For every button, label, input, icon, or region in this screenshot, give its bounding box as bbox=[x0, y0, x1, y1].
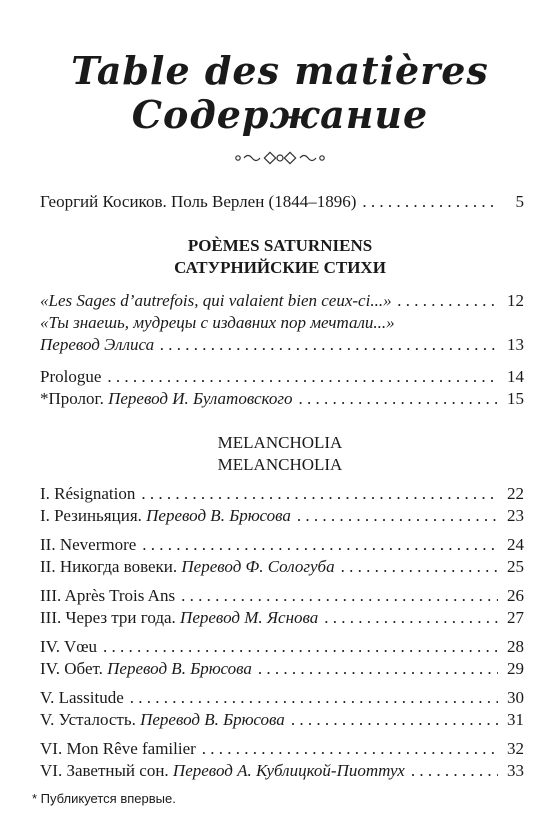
toc-entry[interactable] bbox=[40, 389, 524, 411]
entry-label: III. Après Trois Ans bbox=[40, 586, 176, 605]
entry-label: IV. Vœu bbox=[40, 637, 97, 656]
toc-entry[interactable] bbox=[40, 761, 524, 783]
entry-title: I. Резиньяция. bbox=[40, 506, 147, 525]
leader-dots bbox=[398, 291, 498, 311]
entry-label: Георгий Косиков. Поль Верлен (1844–1896) bbox=[40, 192, 357, 211]
entry-page: 14 bbox=[507, 367, 524, 386]
toc-entry[interactable] bbox=[40, 710, 524, 732]
leader-dots bbox=[297, 506, 498, 526]
toc-entry[interactable] bbox=[40, 659, 524, 681]
leader-dots bbox=[341, 557, 498, 577]
entry-label bbox=[40, 761, 405, 781]
ornament-divider-icon bbox=[230, 150, 330, 166]
entry-page: 13 bbox=[507, 335, 524, 354]
leader-dots bbox=[130, 688, 498, 708]
entry-title: *Пролог. bbox=[40, 389, 109, 408]
entry-label: V. Lassitude bbox=[40, 688, 124, 707]
entry-translator: Перевод И. Булатовского bbox=[108, 389, 293, 408]
entry-label: VI. Mon Rêve familier bbox=[40, 739, 196, 758]
footnote: * Публикуется впервые. bbox=[32, 791, 176, 806]
entry-translator: Перевод В. Брюсова bbox=[146, 506, 291, 525]
section-title-fr: POÈMES SATURNIENS bbox=[187, 236, 373, 255]
leader-dots bbox=[142, 535, 498, 555]
section-title-ru: САТУРНИЙСКИЕ СТИХИ bbox=[174, 258, 386, 277]
toc-entry[interactable] bbox=[40, 608, 524, 630]
toc-entry[interactable] bbox=[40, 557, 524, 579]
leader-dots bbox=[411, 761, 498, 781]
entry-page: 23 bbox=[507, 506, 524, 525]
entry-page: 25 bbox=[507, 557, 524, 576]
toc-entry[interactable] bbox=[40, 637, 524, 659]
leader-dots bbox=[181, 586, 498, 606]
entry-title: II. Никогда вовеки. bbox=[40, 557, 182, 576]
entry-page: 28 bbox=[507, 637, 524, 656]
entry-page: 26 bbox=[507, 586, 524, 605]
leader-dots bbox=[324, 608, 498, 628]
entry-page: 12 bbox=[507, 291, 524, 310]
entry-label bbox=[40, 710, 285, 730]
toc-entry[interactable] bbox=[40, 586, 524, 608]
entry-page: 15 bbox=[507, 389, 524, 408]
entry-label: II. Nevermore bbox=[40, 535, 137, 554]
entry-title: IV. Обет. bbox=[40, 659, 108, 678]
entry-title: III. Через три года. bbox=[40, 608, 181, 627]
toc-entry[interactable] bbox=[40, 367, 524, 389]
toc-entry[interactable] bbox=[40, 739, 524, 761]
entry-label: «Les Sages d’autrefois, qui valaient bien ceux-ci...» bbox=[40, 291, 392, 310]
leader-dots bbox=[107, 367, 498, 387]
toc-entry[interactable] bbox=[40, 688, 524, 710]
leader-dots bbox=[291, 710, 498, 730]
leader-dots bbox=[362, 192, 498, 212]
entry-translator: Перевод А. Кублицкой-Пиоттух bbox=[172, 761, 405, 780]
entry-page: 30 bbox=[507, 688, 524, 707]
leader-dots bbox=[202, 739, 498, 759]
entry-page: 29 bbox=[507, 659, 524, 678]
entry-label bbox=[40, 557, 335, 577]
toc-entry[interactable] bbox=[40, 506, 524, 528]
entry-label bbox=[40, 659, 252, 679]
entry-page: 22 bbox=[507, 484, 524, 503]
entry-page: 33 bbox=[507, 761, 524, 780]
entry-label bbox=[40, 389, 292, 409]
entry-label bbox=[40, 608, 318, 628]
section-title-fr: MELANCHOLIA bbox=[217, 433, 343, 452]
entry-page: 32 bbox=[507, 739, 524, 758]
entry-page: 5 bbox=[515, 192, 524, 211]
leader-dots bbox=[160, 335, 498, 355]
toc-entry[interactable] bbox=[40, 291, 524, 313]
entry-label: I. Résignation bbox=[40, 484, 136, 503]
section-title-ru: MELANCHOLIA bbox=[217, 455, 343, 474]
entry-label: Prologue bbox=[40, 367, 102, 386]
entry-page: 24 bbox=[507, 535, 524, 554]
title-french: Table des matières bbox=[71, 48, 489, 93]
entry-translator: Перевод М. Яснова bbox=[180, 608, 319, 627]
leader-dots bbox=[258, 659, 498, 679]
entry-title: V. Усталость. bbox=[40, 710, 141, 729]
toc-entry[interactable] bbox=[40, 313, 524, 335]
title-russian: Содержание bbox=[131, 92, 429, 137]
toc-entry[interactable] bbox=[40, 535, 524, 557]
leader-dots bbox=[141, 484, 498, 504]
entry-label: «Ты знаешь, мудрецы с издавних пор мечтали...» bbox=[40, 313, 395, 332]
entry-label: Перевод Эллиса bbox=[40, 335, 155, 354]
toc-entry[interactable] bbox=[40, 484, 524, 506]
leader-dots bbox=[298, 389, 498, 409]
entry-translator: Перевод Ф. Сологуба bbox=[181, 557, 335, 576]
toc-entry[interactable] bbox=[40, 335, 524, 357]
entry-translator: Перевод В. Брюсова bbox=[140, 710, 285, 729]
entry-title: VI. Заветный сон. bbox=[40, 761, 173, 780]
leader-dots bbox=[103, 637, 498, 657]
entry-page: 31 bbox=[507, 710, 524, 729]
toc-entry-intro[interactable] bbox=[40, 192, 524, 214]
entry-page: 27 bbox=[507, 608, 524, 627]
entry-translator: Перевод В. Брюсова bbox=[107, 659, 252, 678]
entry-label bbox=[40, 506, 291, 526]
